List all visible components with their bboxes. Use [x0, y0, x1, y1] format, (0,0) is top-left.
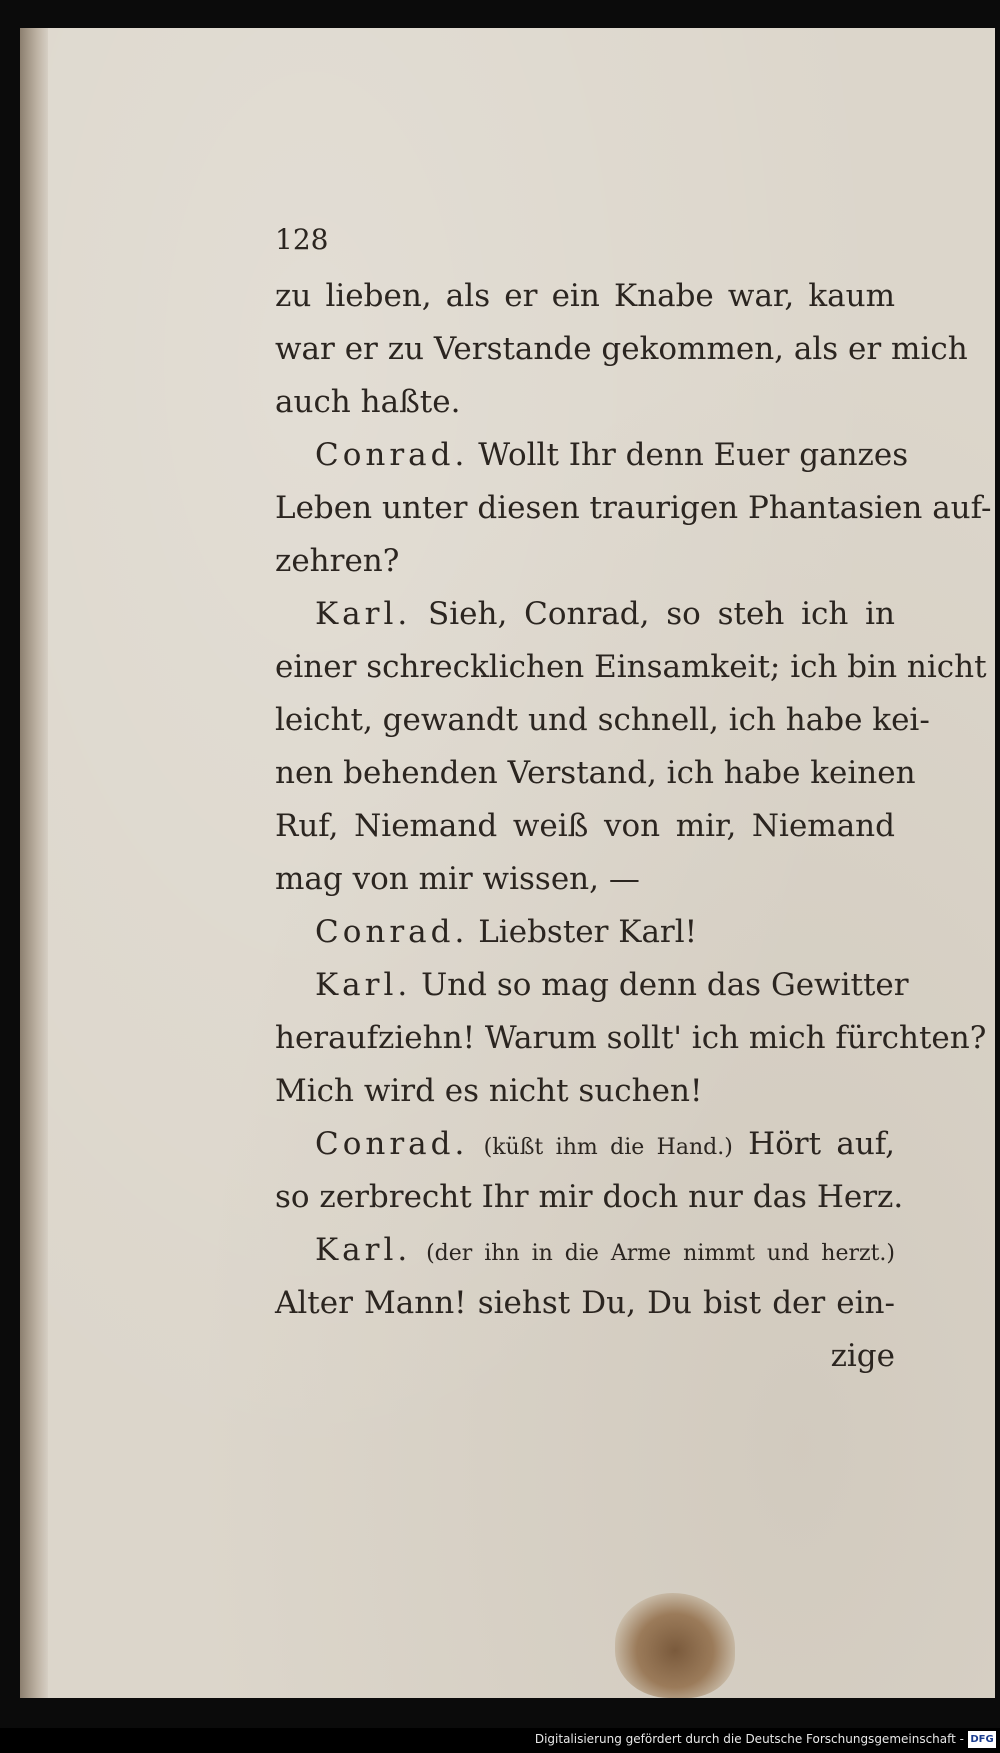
speaker-name: Karl. — [315, 967, 412, 1003]
text-line — [275, 323, 968, 376]
line-text: zehren? — [275, 543, 400, 579]
text-line — [275, 906, 895, 959]
dfg-logo: DFG — [968, 1731, 996, 1748]
text-line — [275, 482, 992, 535]
line-text: so zerbrecht Ihr mir doch nur das Herz. — [275, 1179, 904, 1215]
text-line — [275, 853, 895, 906]
text-line — [275, 959, 909, 1012]
line-text: nen behenden Verstand, ich habe keinen — [275, 755, 916, 791]
text-line — [275, 1012, 987, 1065]
text-line — [275, 429, 909, 482]
text-line — [275, 800, 895, 853]
text-line — [275, 1277, 895, 1330]
speaker-name: Conrad. — [315, 1126, 469, 1162]
line-text: Mich wird es nicht suchen! — [275, 1073, 703, 1109]
footer-credit: Digitalisierung gefördert durch die Deutsche Forschungsgemeinschaft - — [534, 1732, 964, 1746]
line-text: einer schrecklichen Einsamkeit; ich bin nicht — [275, 649, 987, 685]
text-line — [275, 376, 895, 429]
paper-stain — [615, 1593, 735, 1698]
text-line — [275, 270, 895, 323]
line-text: Liebster Karl! — [478, 914, 698, 950]
line-text: Leben unter diesen traurigen Phantasien auf- — [275, 490, 992, 526]
stage-direction: (küßt ihm die Hand.) — [483, 1135, 733, 1160]
line-text: Ruf, Niemand weiß von mir, Niemand — [275, 808, 895, 844]
line-text: leicht, gewandt und schnell, ich habe kei- — [275, 702, 930, 738]
text-line — [275, 641, 987, 694]
text-line — [275, 588, 895, 641]
text-line — [275, 1330, 895, 1383]
page-number: 128 — [275, 223, 329, 256]
text-line — [275, 747, 916, 800]
speaker-name: Conrad. — [315, 437, 469, 473]
line-text: Wollt Ihr denn Euer ganzes — [478, 437, 909, 473]
page-spine-shadow — [20, 28, 48, 1698]
speaker-name: Karl. — [315, 596, 412, 632]
text-line — [275, 1065, 895, 1118]
line-text: Sieh, Conrad, so steh ich in — [428, 596, 895, 632]
line-text: Hört auf, — [748, 1126, 896, 1162]
footer-bar — [0, 1728, 1000, 1753]
page-text-block — [275, 218, 992, 1383]
line-text: mag von mir wissen, — — [275, 861, 640, 897]
text-line — [275, 694, 930, 747]
text-lines — [275, 270, 992, 1383]
stage-direction: (der ihn in die Arme nimmt und herzt.) — [426, 1241, 896, 1266]
line-text: zige — [830, 1338, 895, 1374]
line-text: heraufziehn! Warum sollt' ich mich fürchten? — [275, 1020, 987, 1056]
text-line — [275, 1118, 895, 1171]
line-text: war er zu Verstande gekommen, als er mich — [275, 331, 968, 367]
text-line — [275, 1224, 895, 1277]
text-line — [275, 1171, 904, 1224]
line-text: Und so mag denn das Gewitter — [421, 967, 909, 1003]
line-text: Alter Mann! siehst Du, Du bist der ein- — [275, 1285, 895, 1321]
speaker-name: Conrad. — [315, 914, 469, 950]
speaker-name: Karl. — [315, 1232, 412, 1268]
line-text: auch haßte. — [275, 384, 461, 420]
line-text: zu lieben, als er ein Knabe war, kaum — [275, 278, 895, 314]
book-page — [20, 28, 995, 1698]
text-line — [275, 535, 895, 588]
